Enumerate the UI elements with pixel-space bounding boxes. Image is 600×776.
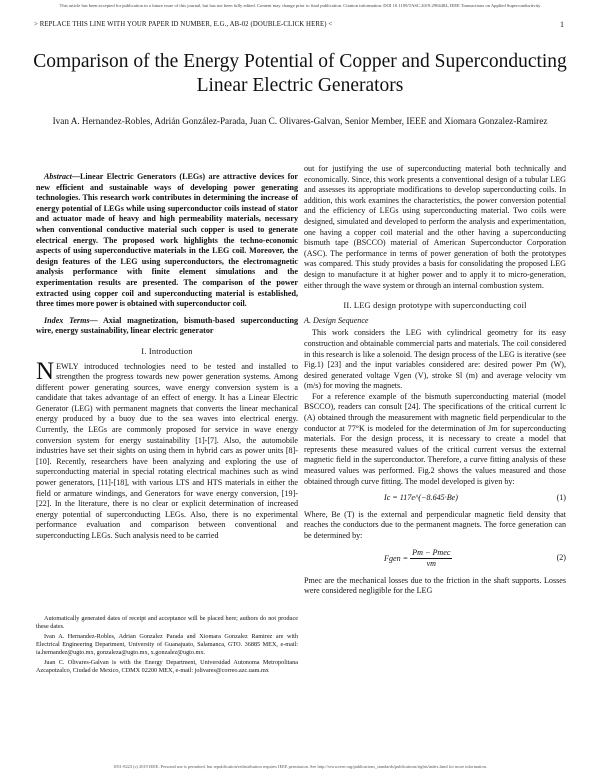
abstract-label: Abstract bbox=[44, 172, 72, 181]
intro-continued: out for justifying the use of superconducting material both technically and economically. Since, this work presents a conventional design of a tubular LEG and assesses its appropriate modifications to develop superconducting coils. In addition, this work examines the characteristics, the power conversion potential and the efficiency of LEGs using superconducting material. Two coils were designed, simulated and developed to perform the analysis and experimentation, one having a copper coil material and the other having a superconducting bismuth tape (BSCCO) material of American Superconductor Corporation (ASC). The performance in terms of power generation of both the prototypes was compared. This study provides a basis for consolidating the proposed LEG design to manufacture it at higher power and to apply it to micro-generation, either through the wave system or through an internal combustion system. bbox=[304, 164, 566, 290]
copyright-notice: 1051-8223 (c) 2019 IEEE. Personal use is permitted, but republication/redistribution requires IEEE permission. See http://www.ieee.org/publications_standards/publications/rights/index.html for more information. bbox=[113, 764, 487, 769]
losses-paragraph: Pmec are the mechanical losses due to the friction in the shaft supports. Losses were considered negligible for the LEG bbox=[304, 575, 566, 596]
subsection-heading-design-sequence: A. Design Sequence bbox=[304, 315, 369, 325]
drop-cap: N bbox=[36, 357, 55, 385]
equation-1-explanation: Where, Be (T) is the external and perpendicular magnetic field density that reaches the conductors due to the permanent magnets. The force generation can be determined by: bbox=[304, 509, 566, 540]
equation-2-body bbox=[384, 548, 452, 570]
footnotes bbox=[36, 615, 298, 677]
section-heading-design: II. LEG design prototype with superconducting coil bbox=[343, 301, 527, 311]
equation-2-number: (2) bbox=[556, 553, 566, 563]
page-number: 1 bbox=[560, 20, 564, 29]
equation-2 bbox=[304, 548, 566, 570]
left-column bbox=[36, 172, 298, 542]
equation-2-numerator: Pm − Pmec bbox=[410, 548, 452, 560]
index-terms-label: Index Terms bbox=[44, 315, 90, 325]
equation-1-body: Ic = 117e^(−8.645·Be) bbox=[384, 493, 458, 503]
equation-1-number: (1) bbox=[556, 493, 566, 503]
index-terms-text: — Axial magnetization, bismuth-based superconducting wire, energy sustainability, linear electric generator bbox=[36, 315, 299, 336]
right-column bbox=[304, 164, 566, 597]
paper-title: Comparison of the Energy Potential of Copper and Superconducting Linear Electric Generators bbox=[33, 51, 567, 96]
author-list: Ivan A. Hernandez-Robles, Adrián González-Parada, Juan C. Olivares-Galvan, Senior Member, IEEE and Xiomara Gonzalez-Ramirez bbox=[52, 116, 548, 126]
footnote-affiliation-2: Juan C. Olivares-Galvan is with the Energy Department, Universidad Autonoma Metropolitana Azcapotzalco, Ciudad de Mexico, CDMX 02200 MEX, e-mail: jolivares@correo.azc.uam.mx bbox=[36, 659, 298, 674]
abstract-text: —Linear Electric Generators (LEGs) are attractive devices for new efficient and sustainable ways of developing power generating technologies. This research work contributes in determining the increase of energy potential of LEGs while using superconductor coils instead of stator and actuator made of heavy and high permeability materials, necessary when conventional conductive material such copper is used to generate electrical energy. The proposed work highlights the techno-economic aspects of using superconductive materials in the LEG coil. Moreover, the design features of the LEG using superconductors, the electromagnetic analysis performance with finite element simulations and the experimentation results are presented. The comparison of the power extracted using copper coil and superconducting material is established, three times more power is obtained with superconductor coil. bbox=[36, 172, 298, 309]
running-head: > REPLACE THIS LINE WITH YOUR PAPER ID NUMBER, E.G., AB-02 (DOUBLE-CLICK HERE) < bbox=[34, 21, 333, 28]
reference-paragraph: For a reference example of the bismuth superconducting material (model BSCCO), readers can consult [24]. The specifications of the critical current Ic (A) obtained through the measurement with magnetic field perpendicular to the conductor at 77°K is modeled for the determination of Jm for superconducting materials. For the design process, it is necessary to create a model that represents these measured values of the critical current versus the external magnetic field in the superconductor. Therefore, a curve fitting analysis of these measured values was performed. Fig.2 shows the values measured and those obtained through curve fitting. The model developed is given by: bbox=[304, 391, 566, 486]
footnote-affiliation-1: Ivan A. Hernandez-Robles, Adrian Gonzalez Parada and Xiomara Gonzalez Ramirez are with Electrical Engineering Department, University of Guanajuato, Salamanca, GTO. 36885 MEX, e-mail: ia.hernandez@ugto.mx, gonzaleza@ugto.mx, x.gonzalez@ugto.mx. bbox=[36, 633, 298, 656]
equation-2-lhs: Fgen = bbox=[384, 553, 409, 563]
intro-text: EWLY introduced technologies need to be tested and installed to strengthen the progress towards new power generation systems. Among different power generating sources, wave energy conversion system is a candidate that takes advantage of an effect of energy. It has a Linear Electric Generator (LEG) with permanent magnets that converts the linear mechanical energy produced by a buoy due to the sea waves into electrical energy. Currently, the LEGs are commonly proposed for service in wave energy conversion system for energy sustainability [1]-[7]. Also, the automobile industries have set their sights on using them in hybrid cars as power units [8]-[10]. Recently, researchers have been analyzing and exploring the use of superconducting material in special rotating electrical machines such as wind power generators, [11]-[18], with various LTS and HTS materials in either the field or armature windings, and Generators for wave energy conversion, [19]-[22]. In the literature, there is no clear or explicit determination of increased energy potential of superconducting LEGs. Also, there is no experimental performance evaluation and comparison between conventional and superconducting LEGs. Such analysis need to be carried bbox=[36, 361, 298, 540]
design-paragraph: This work considers the LEG with cylindrical geometry for its easy construction and obtainable commercial parts and materials. The coil considered in this research is like a solenoid. The design process of the LEG is iterative (see Fig.1) [23] and the input variables considered are: desired power Pm (W), desired generated voltage Vgen (V), stroke Sl (m) and average velocity vm (m/s) for moving the magnets. bbox=[304, 328, 566, 391]
intro-paragraph bbox=[36, 357, 298, 542]
index-terms bbox=[36, 316, 298, 337]
abstract bbox=[36, 172, 298, 310]
equation-1 bbox=[304, 493, 566, 504]
equation-2-fraction bbox=[410, 548, 452, 570]
section-heading-introduction: I. Introduction bbox=[141, 346, 193, 356]
publication-notice: This article has been accepted for publication in a future issue of this journal, but has not been fully edited. Content may change prior to final publication. Citation information: DOI 10.1109/TASC.2019.2904484, IEEE Transactions on Applied Superconductivity bbox=[59, 3, 541, 8]
footnote-dates: Automatically generated dates of receipt and acceptance will be placed here; authors do not produce these dates. bbox=[36, 615, 298, 630]
equation-2-denominator: vm bbox=[426, 559, 437, 569]
